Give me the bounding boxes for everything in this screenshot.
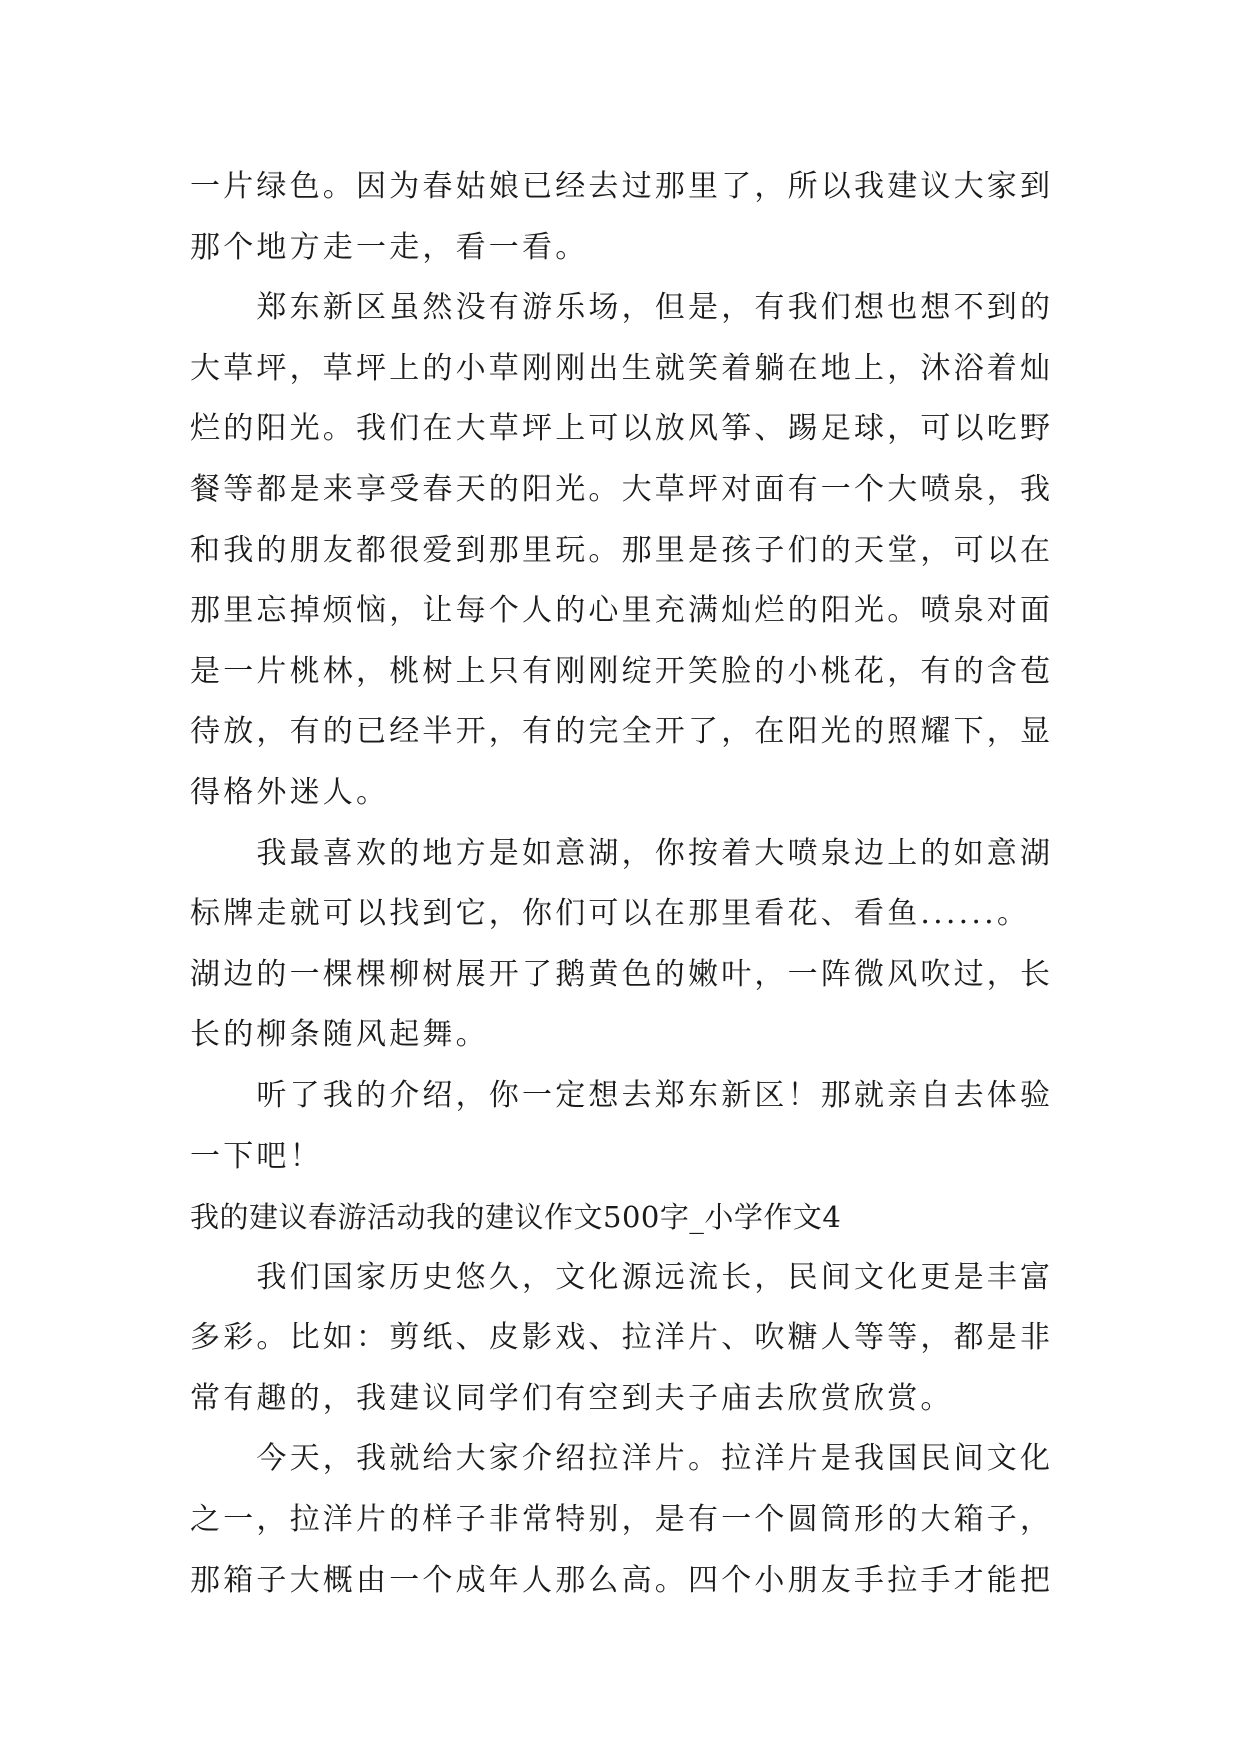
- text-line: 一片绿色。因为春姑娘已经去过那里了，所以我建议大家到: [190, 169, 1054, 204]
- document-body: [190, 157, 1054, 1611]
- text-line: 大草坪，草坪上的小草刚刚出生就笑着躺在地上，沐浴着灿: [190, 350, 1054, 386]
- paragraph-invitation: [190, 1066, 1054, 1187]
- text-line: 郑东新区虽然没有游乐场，但是，有我们想也想不到的: [190, 290, 1054, 326]
- text-line: 多彩。比如：剪纸、皮影戏、拉洋片、吹糖人等等，都是非: [190, 1320, 1054, 1356]
- text-line: 那里忘掉烦恼，让每个人的心里充满灿烂的阳光。喷泉对面: [190, 593, 1054, 629]
- text-line: 是一片桃林，桃树上只有刚刚绽开笑脸的小桃花，有的含苞: [190, 653, 1054, 689]
- paragraph-lawn: [190, 278, 1054, 823]
- text-line: 之一，拉洋片的样子非常特别，是有一个圆筒形的大箱子，: [190, 1502, 1054, 1538]
- text-line: 和我的朋友都很爱到那里玩。那里是孩子们的天堂，可以在: [190, 532, 1054, 568]
- paragraph-folk-culture: [190, 1248, 1054, 1430]
- paragraph-peep-show: [190, 1429, 1054, 1611]
- text-line: 今天，我就给大家介绍拉洋片。拉洋片是我国民间文化: [190, 1441, 1054, 1477]
- text-line: 那个地方走一走，看一看。: [190, 229, 589, 265]
- text-line: 餐等都是来享受春天的阳光。大草坪对面有一个大喷泉，我: [190, 471, 1054, 507]
- text-line: 湖边的一棵棵柳树展开了鹅黄色的嫩叶，一阵微风吹过，长: [190, 956, 1054, 992]
- text-line: 那箱子大概由一个成年人那么高。四个小朋友手拉手才能把: [190, 1562, 1054, 1598]
- paragraph-green-intro: [190, 157, 1054, 278]
- text-line: 听了我的介绍，你一定想去郑东新区！那就亲自去体验: [190, 1077, 1054, 1113]
- essay-heading: 我的建议春游活动我的建议作文500字_小学作文4: [190, 1200, 842, 1235]
- text-line: 我们国家历史悠久，文化源远流长，民间文化更是丰富: [190, 1259, 1054, 1295]
- text-line: 常有趣的，我建议同学们有空到夫子庙去欣赏欣赏。: [190, 1380, 954, 1416]
- text-line: 得格外迷人。: [190, 774, 390, 810]
- text-line: 标牌走就可以找到它，你们可以在那里看花、看鱼......。: [190, 896, 1031, 932]
- paragraph-ruyi-lake: [190, 824, 1054, 1066]
- text-line: 我最喜欢的地方是如意湖，你按着大喷泉边上的如意湖: [190, 835, 1054, 871]
- text-line: 长的柳条随风起舞。: [190, 1017, 489, 1053]
- text-line: 待放，有的已经半开，有的完全开了，在阳光的照耀下，显: [190, 714, 1054, 750]
- text-line: 烂的阳光。我们在大草坪上可以放风筝、踢足球，可以吃野: [190, 411, 1054, 447]
- text-line: 一下吧！: [190, 1138, 323, 1174]
